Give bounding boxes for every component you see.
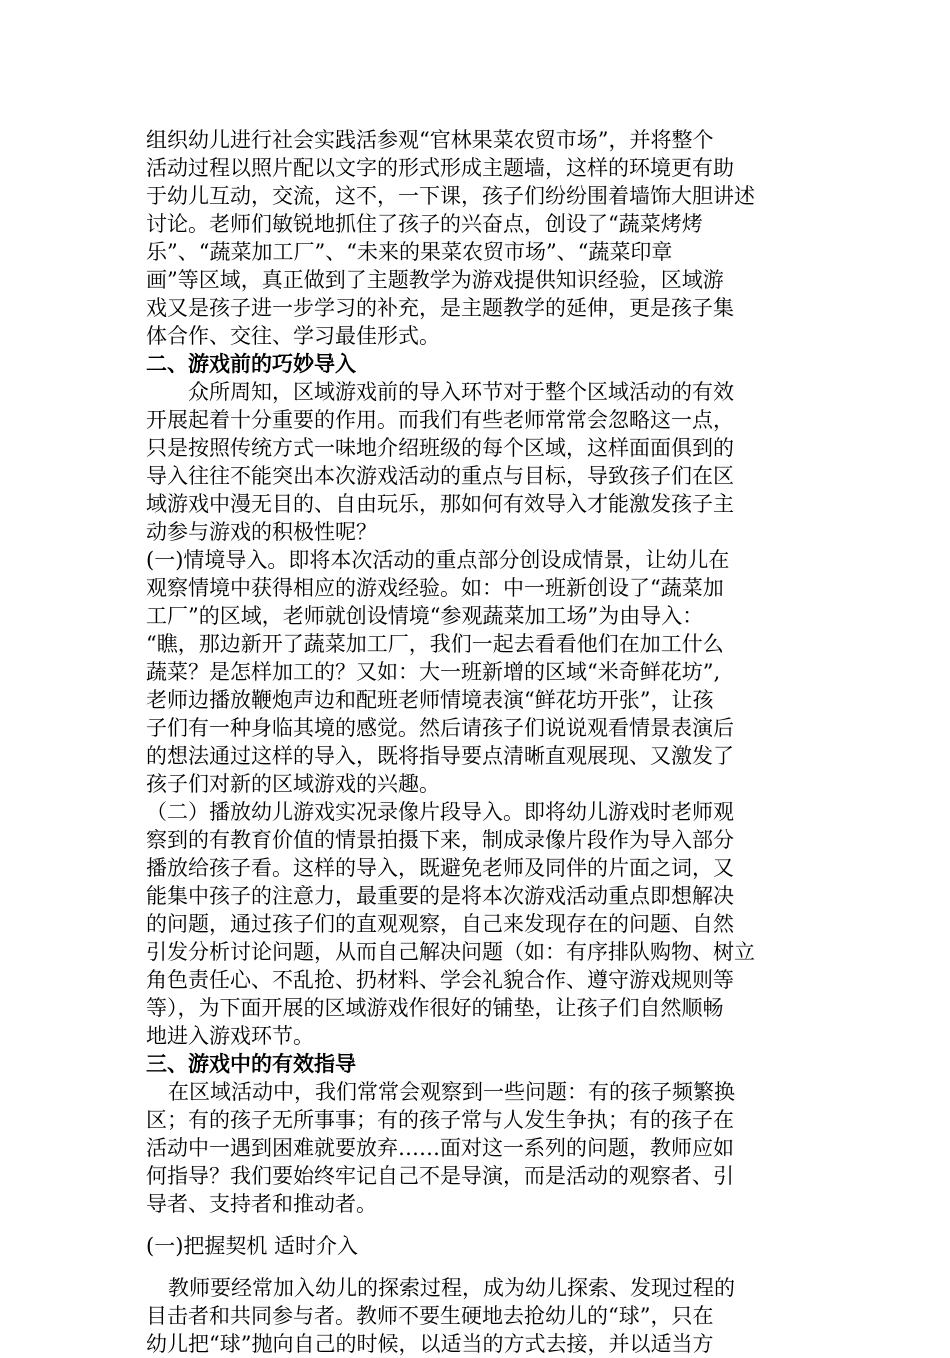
text-line: 导者、支持者和推动者。 — [146, 1192, 377, 1216]
text-line: 于幼儿互动，交流，这不，一下课，孩子们纷纷围着墙饰大胆讲述 — [146, 184, 755, 208]
text-line: 教师要经常加入幼儿的探索过程，成为幼儿探索、发现过程的 — [168, 1276, 735, 1300]
text-line: 众所周知，区域游戏前的导入环节对于整个区域活动的有效 — [188, 380, 734, 404]
text-line: 能集中孩子的注意力，最重要的是将本次游戏活动重点即想解决 — [146, 884, 734, 908]
text-line: 的想法通过这样的导入，既将指导要点清晰直观展现、又激发了 — [146, 744, 734, 768]
paragraph-import — [146, 378, 806, 546]
text-line: 画”等区域，真正做到了主题教学为游戏提供知识经验，区域游 — [146, 268, 724, 292]
text-line: 区；有的孩子无所事事；有的孩子常与人发生争执；有的孩子在 — [146, 1108, 734, 1132]
text-line: 活动中一遇到困难就要放弃……面对这一系列的问题，教师应如 — [146, 1136, 734, 1160]
section-heading-2: 二、游戏前的巧妙导入 — [146, 351, 356, 376]
text-line: 开展起着十分重要的作用。而我们有些老师常常会忽略这一点， — [146, 408, 734, 432]
text-line: 孩子们对新的区域游戏的兴趣。 — [146, 772, 440, 796]
paragraph-intervention — [146, 1274, 806, 1358]
text-line: 域游戏中漫无目的、自由玩乐，那如何有效导入才能激发孩子主 — [146, 492, 734, 516]
text-line: (一)情境导入。即将本次活动的重点部分创设成情景，让幼儿在 — [146, 548, 730, 572]
paragraph-situation-import — [146, 546, 806, 798]
text-line: 子们有一种身临其境的感觉。然后请孩子们说说观看情景表演后 — [146, 716, 734, 740]
text-line: 播放给孩子看。这样的导入，既避免老师及同伴的片面之词，又 — [146, 856, 734, 880]
text-line: 角色责任心、不乱抢、扔材料、学会礼貌合作、遵守游戏规则等 — [146, 968, 734, 992]
text-line: 活动过程以照片配以文字的形式形成主题墙，这样的环境更有助 — [146, 156, 734, 180]
text-line: 动参与游戏的积极性呢？ — [146, 520, 377, 544]
text-line: 目击者和共同参与者。教师不要生硬地去抢幼儿的“球”，只在 — [146, 1304, 714, 1328]
text-line: 导入往往不能突出本次游戏活动的重点与目标，导致孩子们在区 — [146, 464, 734, 488]
text-line: （二）播放幼儿游戏实况录像片段导入。即将幼儿游戏时老师观 — [146, 800, 734, 824]
spacer — [146, 1260, 806, 1274]
spacer — [146, 1218, 806, 1232]
text-line: 工厂”的区域，老师就创设情境“参观蔬菜加工场”为由导入： — [146, 604, 704, 628]
text-line: 体合作、交往、学习最佳形式。 — [146, 324, 440, 348]
text-line: 戏又是孩子进一步学习的补充，是主题教学的延伸，更是孩子集 — [146, 296, 734, 320]
text-line: 组织幼儿进行社会实践活参观“官林果菜农贸市场”，并将整个 — [146, 128, 714, 152]
subsection-heading: (一)把握契机 适时介入 — [146, 1234, 359, 1258]
text-line: 在区域活动中，我们常常会观察到一些问题：有的孩子频繁换 — [168, 1080, 735, 1104]
text-line: 何指导？我们要始终牢记自己不是导演，而是活动的观察者、引 — [146, 1164, 734, 1188]
paragraph-guidance — [146, 1078, 806, 1218]
text-line: 讨论。老师们敏锐地抓住了孩子的兴奋点，创设了“蔬菜烤烤 — [146, 212, 703, 236]
text-line: 蔬菜？是怎样加工的？又如：大一班新增的区域“米奇鲜花坊”, — [146, 660, 721, 684]
text-line: 察到的有教育价值的情景拍摄下来，制成录像片段作为导入部分 — [146, 828, 734, 852]
section-heading-3: 三、游戏中的有效指导 — [146, 1051, 356, 1076]
text-line: 的问题，通过孩子们的直观观察，自己来发现存在的问题、自然 — [146, 912, 734, 936]
document-page — [146, 126, 806, 1358]
text-line: 地进入游戏环节。 — [146, 1024, 314, 1048]
text-line: 观察情境中获得相应的游戏经验。如：中一班新创设了“蔬菜加 — [146, 576, 724, 600]
text-line: 老师边播放鞭炮声边和配班老师情境表演“鲜花坊开张”，让孩 — [146, 688, 714, 712]
text-line: 等），为下面开展的区域游戏作很好的铺垫，让孩子们自然顺畅 — [146, 996, 724, 1020]
text-line: 幼儿把“球”抛向自己的时候，以适当的方式去接，并以适当方 — [146, 1332, 714, 1356]
paragraph-intro — [146, 126, 806, 350]
text-line: “瞧，那边新开了蔬菜加工厂，我们一起去看看他们在加工什么 — [146, 632, 724, 656]
text-line: 只是按照传统方式一味地介绍班级的每个区域，这样面面俱到的 — [146, 436, 734, 460]
text-line: 引发分析讨论问题，从而自己解决问题（如：有序排队购物、树立 — [146, 940, 755, 964]
text-line: 乐”、“蔬菜加工厂”、“未来的果菜农贸市场”、“蔬菜印章 — [146, 240, 673, 264]
paragraph-video-import — [146, 798, 806, 1050]
